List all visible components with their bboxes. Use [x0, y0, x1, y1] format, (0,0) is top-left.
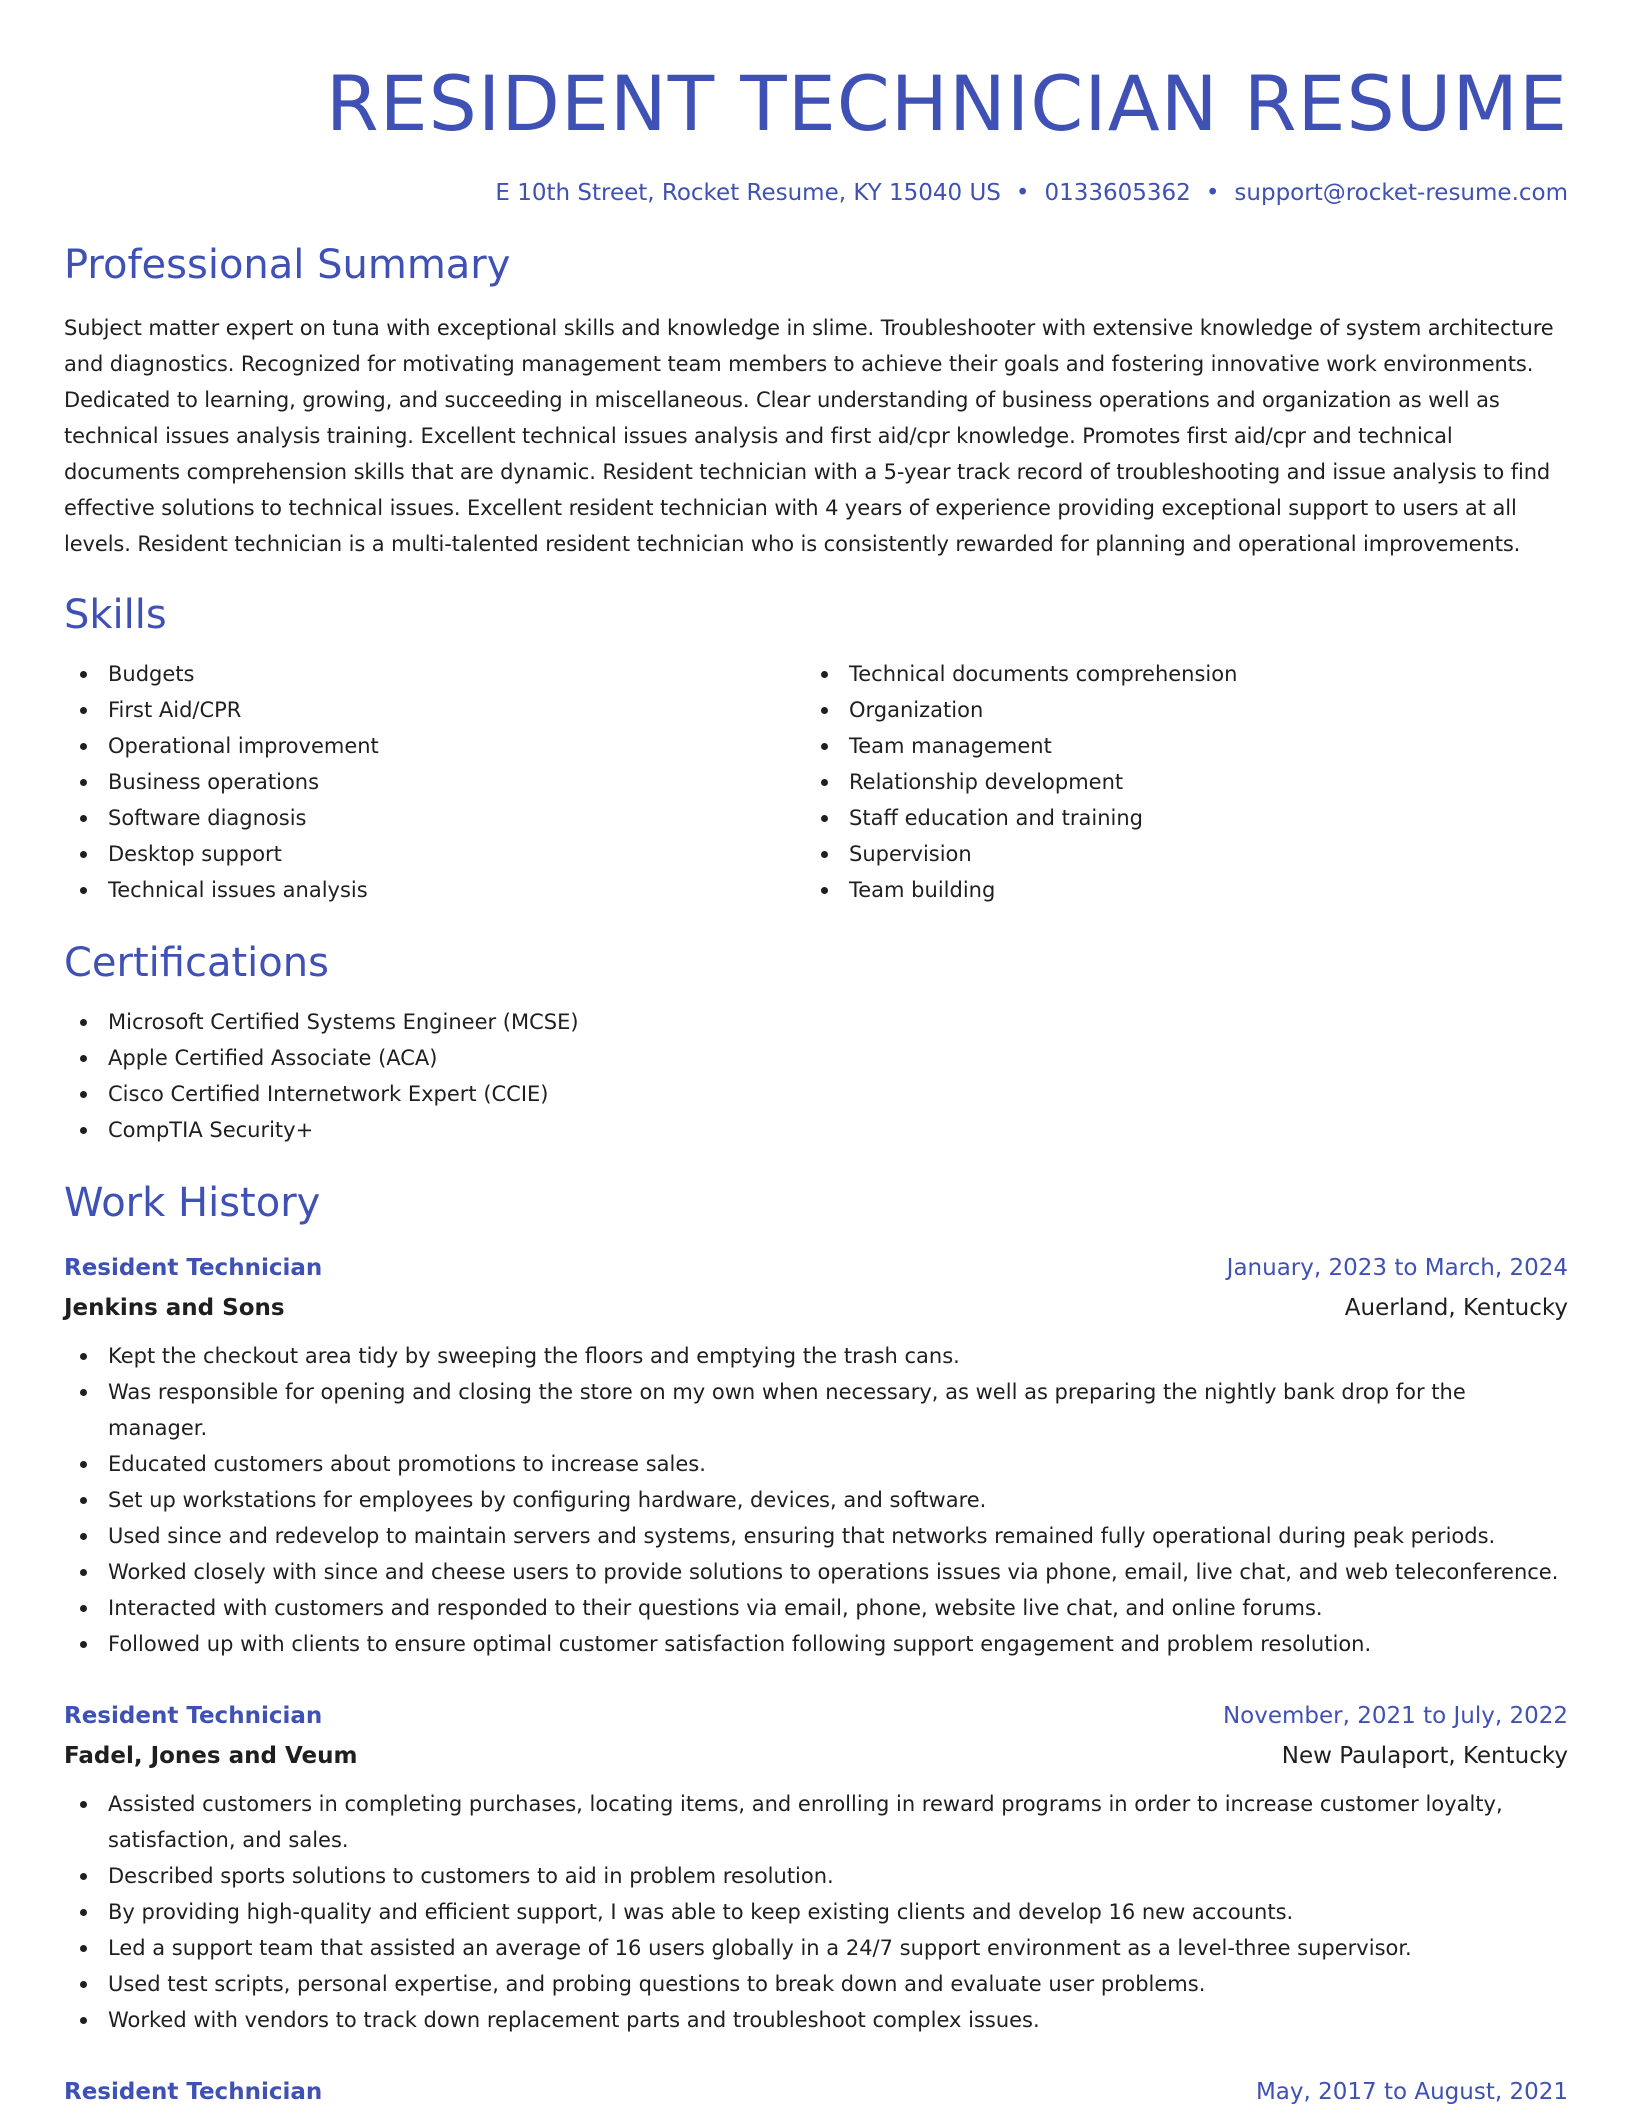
job-header-row [64, 1696, 1568, 1736]
job-company-row [64, 1288, 1568, 1328]
skill-item: Technical issues analysis [64, 872, 805, 908]
contact-separator: • [1015, 180, 1030, 206]
skill-item: Technical documents comprehension [805, 656, 1546, 692]
skill-item: Budgets [64, 656, 805, 692]
skill-item: Relationship development [805, 764, 1546, 800]
skill-item: Organization [805, 692, 1546, 728]
skill-item: Software diagnosis [64, 800, 805, 836]
skill-item: First Aid/CPR [64, 692, 805, 728]
skill-item: Staff education and training [805, 800, 1546, 836]
job-company: Jenkins and Sons [64, 1295, 285, 1321]
certifications-heading: Certifications [64, 940, 329, 986]
summary-section [64, 240, 1568, 562]
job-location: New Paulaport, Kentucky [1281, 1743, 1568, 1769]
work-history-heading: Work History [64, 1180, 321, 1226]
job-title: Resident Technician [64, 1703, 323, 1729]
skills-column-right [805, 656, 1546, 908]
job-header-row [64, 1248, 1568, 1288]
skill-item: Team building [805, 872, 1546, 908]
job-duty: Described sports solutions to customers to aid in problem resolution. [64, 1858, 1568, 1894]
job-duty: Worked closely with since and cheese users to provide solutions to operations issues via phone, email, live chat, and web teleconference. [64, 1554, 1568, 1590]
job-duty: Worked with vendors to track down replacement parts and troubleshoot complex issues. [64, 2002, 1568, 2038]
summary-text: Subject matter expert on tuna with exceptional skills and knowledge in slime. Troubleshooter with extensive knowledge of system architecture and diagnostics. Recognized for motivating management team members to achieve their goals and fostering innovative work environments. Dedicated to learning, growing, and succeeding in miscellaneous. Clear understanding of business operations and organization as well as technical issues analysis training. Excellent technical issues analysis and first aid/cpr knowledge. Promotes first aid/cpr and technical documents comprehension skills that are dynamic. Resident technician with a 5-year track record of troubleshooting and issue analysis to find effective solutions to technical issues. Excellent resident technician with 4 years of experience providing exceptional support to users at all levels. Resident technician is a multi-talented resident technician who is consistently rewarded for planning and operational improvements. [64, 316, 1554, 556]
job-duty: Followed up with clients to ensure optimal customer satisfaction following support engagement and problem resolution. [64, 1626, 1568, 1662]
contact-line [64, 178, 1568, 208]
job-duty: Interacted with customers and responded to their questions via email, phone, website live chat, and online forums. [64, 1590, 1568, 1626]
contact-email[interactable]: support@rocket-resume.com [1234, 180, 1568, 206]
job-company-row [64, 1736, 1568, 1776]
job-duty: Used test scripts, personal expertise, and probing questions to break down and evaluate user problems. [64, 1966, 1568, 2002]
job-duties-list [64, 1786, 1568, 2038]
job-header-row [64, 2072, 1568, 2112]
job-dates: May, 2017 to August, 2021 [1255, 2079, 1568, 2105]
contact-separator: • [1205, 180, 1220, 206]
skills-heading: Skills [64, 592, 167, 638]
certification-item: Cisco Certified Internetwork Expert (CCIE) [64, 1076, 1568, 1112]
job-duty: Led a support team that assisted an average of 16 users globally in a 24/7 support environment as a level-three supervisor. [64, 1930, 1568, 1966]
skill-item: Supervision [805, 836, 1546, 872]
summary-heading: Professional Summary [64, 242, 511, 288]
job-duty: Kept the checkout area tidy by sweeping the floors and emptying the trash cans. [64, 1338, 1568, 1374]
certifications-list [64, 1004, 1568, 1148]
job-duty: Educated customers about promotions to increase sales. [64, 1446, 1568, 1482]
skill-item: Desktop support [64, 836, 805, 872]
work-history-section [64, 1178, 1568, 2112]
job-entry [64, 1696, 1568, 2038]
job-dates: January, 2023 to March, 2024 [1226, 1255, 1568, 1281]
skills-section [64, 590, 1568, 908]
job-entry [64, 2072, 1568, 2112]
job-duty: By providing high-quality and efficient support, I was able to keep existing clients and develop 16 new accounts. [64, 1894, 1568, 1930]
job-duty: Assisted customers in completing purchases, locating items, and enrolling in reward programs in order to increase customer loyalty, satisfaction, and sales. [64, 1786, 1568, 1858]
certification-item: CompTIA Security+ [64, 1112, 1568, 1148]
contact-address: E 10th Street, Rocket Resume, KY 15040 US [495, 180, 1001, 206]
certification-item: Apple Certified Associate (ACA) [64, 1040, 1568, 1076]
job-company: Fadel, Jones and Veum [64, 1743, 358, 1769]
skill-item: Team management [805, 728, 1546, 764]
job-location: Auerland, Kentucky [1344, 1295, 1568, 1321]
job-title: Resident Technician [64, 1255, 323, 1281]
skills-column-left [64, 656, 805, 908]
skill-item: Business operations [64, 764, 805, 800]
certification-item: Microsoft Certified Systems Engineer (MCSE) [64, 1004, 1568, 1040]
skill-item: Operational improvement [64, 728, 805, 764]
job-entry [64, 1248, 1568, 1662]
certifications-section [64, 938, 1568, 1148]
job-duty: Was responsible for opening and closing the store on my own when necessary, as well as preparing the nightly bank drop for the manager. [64, 1374, 1568, 1446]
job-dates: November, 2021 to July, 2022 [1222, 1703, 1568, 1729]
resume-page [64, 0, 1568, 2112]
job-title: Resident Technician [64, 2079, 323, 2105]
resume-title: RESIDENT TECHNICIAN RESUME [325, 59, 1568, 148]
skills-grid [64, 656, 1568, 908]
job-duty: Set up workstations for employees by configuring hardware, devices, and software. [64, 1482, 1568, 1518]
contact-phone: 0133605362 [1044, 180, 1191, 206]
job-duties-list [64, 1338, 1568, 1662]
job-duty: Used since and redevelop to maintain servers and systems, ensuring that networks remained fully operational during peak periods. [64, 1518, 1568, 1554]
